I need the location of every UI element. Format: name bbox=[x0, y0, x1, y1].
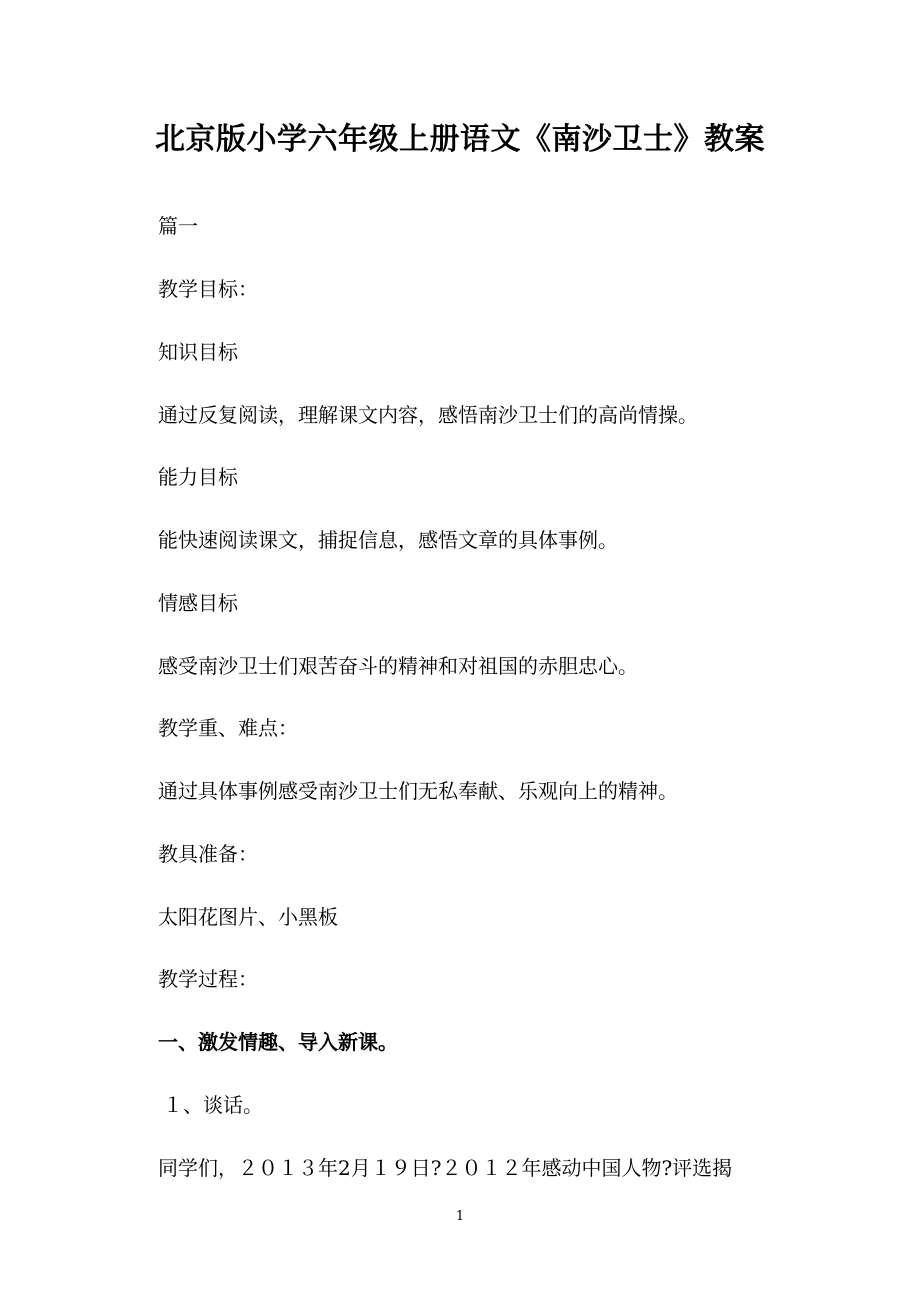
paragraph-knowledge-goal-heading: 知识目标 bbox=[158, 340, 238, 364]
paragraph-emotion-goal-heading: 情感目标 bbox=[158, 591, 238, 615]
paragraph-knowledge-goal-text: 通过反复阅读，理解课文内容，感悟南沙卫士们的高尚情操。 bbox=[158, 403, 698, 427]
paragraph-key-points-text: 通过具体事例感受南沙卫士们无私奉献、乐观向上的精神。 bbox=[158, 779, 678, 803]
page-number: 1 bbox=[455, 1209, 465, 1224]
paragraph-key-points-heading: 教学重、难点： bbox=[158, 716, 298, 740]
paragraph-step-one-heading: 一、激发情趣、导入新课。 bbox=[158, 1030, 398, 1054]
paragraph-section-label: 篇一 bbox=[158, 214, 198, 238]
paragraph-materials-heading: 教具准备： bbox=[158, 842, 258, 866]
paragraph-ability-goal-heading: 能力目标 bbox=[158, 465, 238, 489]
paragraph-ability-goal-text: 能快速阅读课文，捕捉信息，感悟文章的具体事例。 bbox=[158, 528, 618, 552]
paragraph-emotion-goal-text: 感受南沙卫士们艰苦奋斗的精神和对祖国的赤胆忠心。 bbox=[158, 654, 638, 678]
paragraph-teaching-goals-heading: 教学目标： bbox=[158, 277, 258, 301]
document-title: 北京版小学六年级上册语文《南沙卫士》教案 bbox=[155, 122, 765, 157]
paragraph-step-one-item: １、谈话。 bbox=[163, 1093, 263, 1117]
paragraph-step-one-text: 同学们，２０１３年2月１９日?２０１２年感动中国人物?评选揭 bbox=[158, 1156, 733, 1180]
paragraph-materials-text: 太阳花图片、小黑板 bbox=[158, 905, 338, 929]
paragraph-process-heading: 教学过程： bbox=[158, 967, 258, 991]
